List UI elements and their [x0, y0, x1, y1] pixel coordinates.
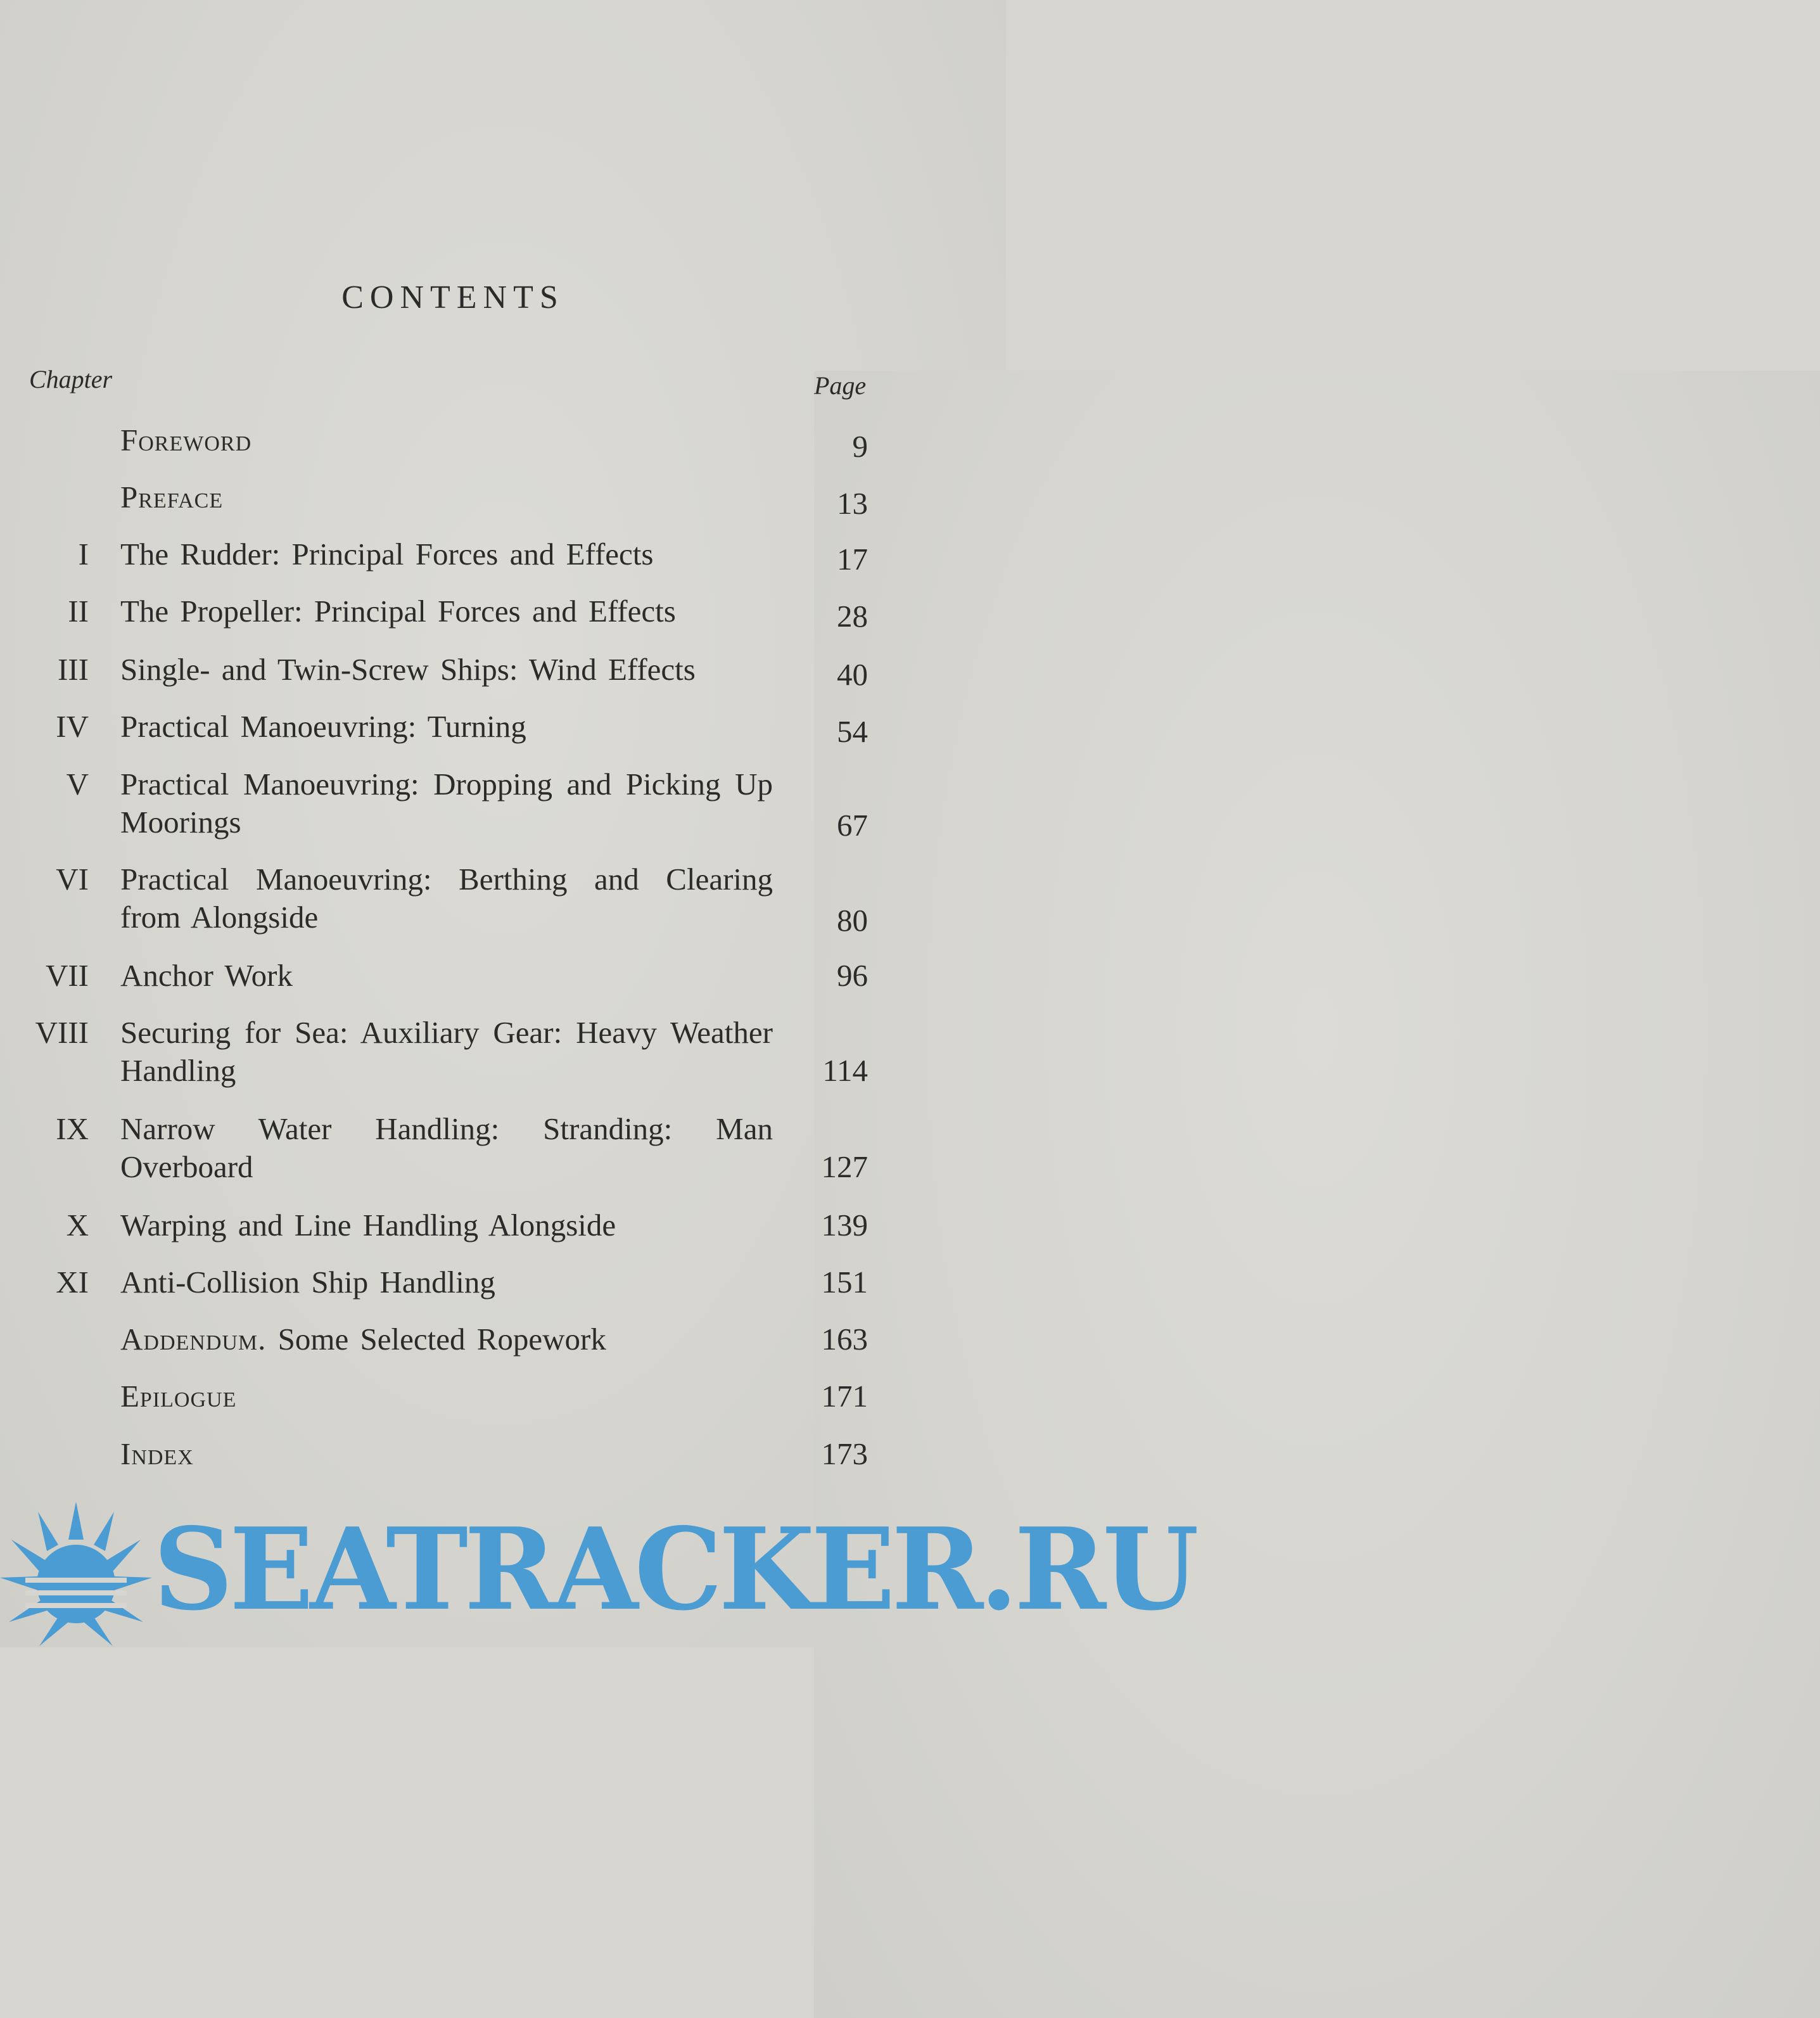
- chapter-number: VII: [45, 958, 89, 993]
- entry-page: 67: [837, 808, 868, 843]
- chapter-number: VI: [56, 862, 89, 897]
- chapter-number: V: [66, 767, 89, 801]
- page-title: CONTENTS: [341, 279, 564, 316]
- entry-title: Warping and Line Handling Alongside: [120, 1208, 616, 1242]
- watermark: [0, 1495, 1195, 1647]
- entry-title: Epilogue: [120, 1379, 237, 1414]
- entry-page: 40: [837, 657, 868, 692]
- chapter-column-header: Chapter: [29, 365, 113, 393]
- entry-page: 171: [821, 1379, 868, 1414]
- entry-page: 139: [821, 1208, 868, 1242]
- entry-title-prefix: Addendum.: [120, 1322, 267, 1357]
- entry-page: 9: [852, 429, 868, 464]
- entry-page: 163: [821, 1322, 868, 1357]
- entry-page: 114: [822, 1053, 868, 1088]
- entry-title: [120, 1320, 773, 1358]
- chapter-number: IV: [56, 709, 89, 744]
- chapter-number: III: [58, 652, 89, 687]
- page-column-header: Page: [814, 371, 1820, 2018]
- entry-page: 96: [837, 958, 868, 993]
- entry-title: Preface: [120, 480, 224, 514]
- entry-title: Practical Manoeuvring: Turning: [120, 709, 526, 744]
- entry-page: 13: [837, 486, 868, 521]
- entry-title-rest: Some Selected Ropework: [277, 1322, 606, 1357]
- entry-page: 173: [821, 1436, 868, 1471]
- entry-page: 151: [821, 1265, 868, 1300]
- chapter-number: II: [68, 594, 89, 629]
- chapter-number: XI: [56, 1265, 89, 1300]
- entry-page: 28: [837, 599, 868, 634]
- entry-title: The Propeller: Principal Forces and Effects: [120, 594, 676, 629]
- sun-icon: [0, 1495, 152, 1647]
- entry-title: Single- and Twin-Screw Ships: Wind Effects: [120, 652, 696, 687]
- entry-title: Narrow Water Handling: Stranding: Man Overboard: [120, 1111, 773, 1184]
- entry-title: Index: [120, 1436, 194, 1471]
- entry-page: 127: [821, 1149, 868, 1184]
- entry-page: 54: [837, 714, 868, 749]
- chapter-number: I: [78, 537, 89, 572]
- entry-page: 80: [837, 903, 868, 938]
- entry-title: Anchor Work: [120, 958, 293, 993]
- entry-title: Practical Manoeuvring: Berthing and Clearing from Alongside: [120, 862, 773, 935]
- chapter-number: VIII: [35, 1015, 89, 1050]
- chapter-number: X: [66, 1208, 89, 1242]
- entry-title: Practical Manoeuvring: Dropping and Picking Up Moorings: [120, 767, 773, 840]
- entry-title: Anti-Collision Ship Handling: [120, 1265, 495, 1300]
- entry-title: Securing for Sea: Auxiliary Gear: Heavy Weather Handling: [120, 1015, 773, 1088]
- chapter-number: IX: [56, 1111, 89, 1146]
- entry-page: 17: [837, 542, 868, 577]
- watermark-text: SEATRACKER.RU: [153, 1503, 1195, 1635]
- entry-title: The Rudder: Principal Forces and Effects: [120, 537, 654, 572]
- entry-title: Foreword: [120, 423, 252, 457]
